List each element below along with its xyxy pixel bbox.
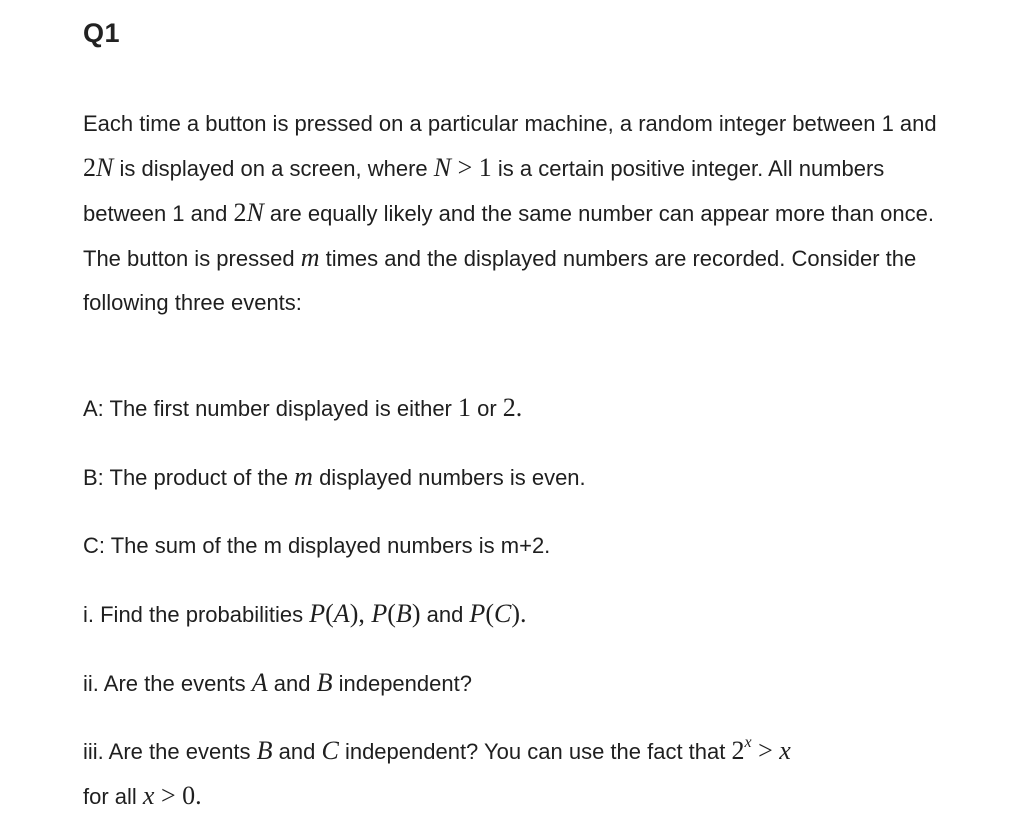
event-b-text-2: displayed numbers is even. bbox=[312, 465, 586, 490]
math-N: N bbox=[433, 153, 452, 182]
math-B: B bbox=[256, 736, 273, 765]
event-a-text-2: or bbox=[471, 396, 503, 421]
question-title: Q1 bbox=[83, 18, 121, 48]
math-1: 1 bbox=[458, 393, 471, 422]
question-ii bbox=[83, 661, 963, 706]
question-iii-text-1: iii. Are the events bbox=[83, 739, 257, 764]
math-paren: ( bbox=[325, 599, 334, 628]
math-greater-than-0: > 0. bbox=[154, 781, 202, 810]
math-paren: ), bbox=[349, 599, 372, 628]
intro-text-3: is a certain positive integer. All numbers between 1 and bbox=[83, 156, 885, 226]
event-b bbox=[83, 455, 963, 500]
math-greater-than: > bbox=[751, 736, 780, 765]
intro-text-4: are equally likely and the same number can appear more than once. The button is pressed bbox=[83, 201, 934, 271]
question-iii bbox=[83, 729, 963, 819]
math-N: N bbox=[96, 153, 114, 182]
question-ii-text-1: ii. Are the events bbox=[83, 671, 252, 696]
math-paren: ) bbox=[411, 599, 421, 628]
question-iii-text-4: for all bbox=[83, 784, 143, 809]
math-greater-than-1: > 1 bbox=[451, 153, 492, 182]
math-m: m bbox=[294, 462, 313, 491]
math-x: x bbox=[142, 781, 155, 810]
question-iii-text-2: and bbox=[272, 739, 322, 764]
math-B: B bbox=[395, 599, 412, 628]
math-paren: ( bbox=[387, 599, 396, 628]
event-a bbox=[83, 386, 963, 431]
math-exponent-x: x bbox=[744, 734, 752, 751]
event-b-text-1: B: The product of the bbox=[83, 465, 295, 490]
math-N: N bbox=[246, 198, 264, 227]
math-paren: ( bbox=[485, 599, 494, 628]
math-2-coef: 2 bbox=[233, 198, 247, 227]
intro-paragraph bbox=[83, 102, 943, 325]
question-i-text-1: i. Find the probabilities bbox=[83, 602, 310, 627]
event-c: C: The sum of the m displayed numbers is m+2. bbox=[83, 533, 551, 558]
event-a-text-1: A: The first number displayed is either bbox=[83, 396, 458, 421]
math-paren: ). bbox=[511, 599, 527, 628]
question-ii-text-2: and bbox=[267, 671, 317, 696]
math-2-base: 2 bbox=[731, 736, 745, 765]
intro-text-5: times and the displayed numbers are recorded. Consider the following three events: bbox=[83, 246, 917, 315]
math-m: m bbox=[300, 243, 320, 272]
question-i bbox=[83, 592, 963, 637]
question-ii-text-3: independent? bbox=[332, 671, 472, 696]
math-P: P bbox=[469, 599, 486, 628]
math-C: C bbox=[493, 599, 512, 628]
intro-text-1: Each time a button is pressed on a particular machine, a random integer between 1 and bbox=[83, 111, 937, 136]
math-P: P bbox=[309, 599, 326, 628]
math-A: A bbox=[251, 668, 268, 697]
math-A: A bbox=[333, 599, 350, 628]
question-iii-text-3: independent? You can use the fact that bbox=[338, 739, 732, 764]
math-2: 2. bbox=[502, 393, 523, 422]
math-x: x bbox=[779, 736, 791, 765]
math-C: C bbox=[321, 736, 339, 765]
intro-text-2: is displayed on a screen, where bbox=[113, 156, 434, 181]
math-B: B bbox=[316, 668, 333, 697]
math-2-coef: 2 bbox=[83, 153, 96, 182]
question-i-text-2: and bbox=[420, 602, 470, 627]
math-P: P bbox=[371, 599, 388, 628]
